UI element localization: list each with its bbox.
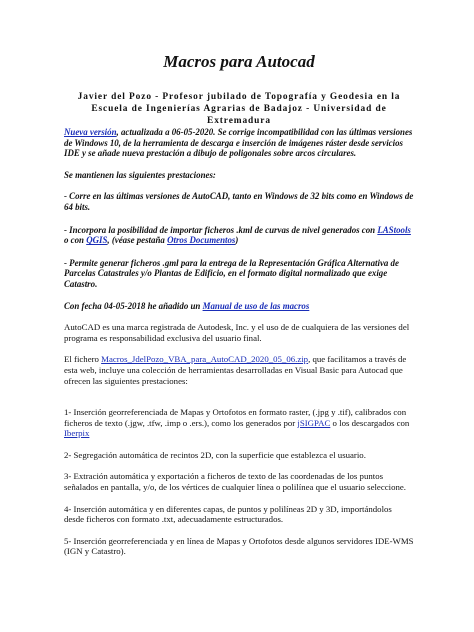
feature-2-text-3: , (véase pestaña xyxy=(107,235,168,246)
list-item-4: 4- Inserción automática y en diferentes capas, de puntos y polilíneas 2D y 3D, importándolos desde ficheros con formato .txt, adecuadamente estructurados. xyxy=(64,503,392,525)
list-item-2: 2- Segregación automática de recintos 2D, con la superficie que establezca el usuario. xyxy=(64,449,366,460)
qgis-link[interactable]: QGIS xyxy=(86,235,108,246)
file-paragraph xyxy=(64,354,414,386)
feature-3: - Permite generar ficheros .gml para la entrega de la Representación Gráfica Alternativa de Parcelas Catastrales y/o Plantas de Edificio, en el formato digital normalizado que exige Catastro. xyxy=(64,257,399,289)
intro-text: , actualizada a 06-05-2020. Se corrige incompatibilidad con las últimas versiones de Windows 10, de la herramienta de descarga e inserción de imágenes ráster desde servicios IDE y se añade nueva prestación a dibujo de poligonales sobre arcos circulares. xyxy=(64,127,413,159)
list-item-3: 3- Extración automática y exportación a ficheros de texto de las coordenadas de los puntos señalados en pantalla, y/o, de los vértices de cualquier línea o polilínea que el usuario seleccione. xyxy=(64,471,406,493)
file-text-1: El fichero xyxy=(64,354,102,365)
list-item-5: 5- Inserción georreferenciada y en línea de Mapas y Ortofotos desde algunos servidores IDE-WMS (IGN y Catastro). xyxy=(64,535,414,557)
lastools-link[interactable]: LAStools xyxy=(377,224,411,235)
intro-paragraph xyxy=(64,127,414,159)
page-title: Macros para Autocad xyxy=(163,52,315,71)
feature-2 xyxy=(64,225,414,246)
manual-link[interactable]: Manual de uso de las macros xyxy=(202,300,310,311)
item-1-text-1: 1- Inserción georreferenciada de Mapas y Ortofotos en formato raster, (.jpg y .tif), calibrados con ficheros de texto (.jgw, .tfw, .imp o .ers.), como los generados por xyxy=(64,407,407,428)
feature-2-text-1: - Incorpora la posibilidad de importar ficheros .kml de curvas de nivel generados con xyxy=(64,224,378,235)
feature-1: - Corre en las últimas versiones de AutoCAD, tanto en Windows de 32 bits como en Windows de 64 bits. xyxy=(64,191,414,212)
iberpix-link[interactable]: Iberpix xyxy=(64,428,90,439)
trademark-paragraph: AutoCAD es una marca registrada de Autodesk, Inc. y el uso de de cualquiera de las versiones del programa es responsabilidad exclusiva del usuario final. xyxy=(64,322,410,343)
maintained-heading: Se mantienen las siguientes prestaciones: xyxy=(64,169,216,180)
manual-paragraph xyxy=(64,301,414,312)
jsigpac-link[interactable]: jSIGPAC xyxy=(297,417,331,428)
feature-2-text-2: o con xyxy=(64,235,87,246)
manual-text: Con fecha 04-05-2018 he añadido un xyxy=(64,300,203,311)
list-item-1 xyxy=(64,407,414,439)
item-1-text-2: o los descargados con xyxy=(330,417,410,428)
author-line: Javier del Pozo - Profesor jubilado de Topografía y Geodesia en la Escuela de Ingenierías Agrarias de Badajoz - Universidad de Extremadura xyxy=(77,92,401,126)
new-version-link[interactable]: Nueva versión xyxy=(64,127,117,137)
feature-2-text-4: ) xyxy=(235,235,239,246)
otros-documentos-link[interactable]: Otros Documentos xyxy=(167,235,236,246)
zip-file-link[interactable]: Macros_JdelPozo_VBA_para_AutoCAD_2020_05_06.zip xyxy=(101,354,309,365)
file-text-2: , que facilitamos a través de esta web, incluye una colección de herramientas desarrolladas en Visual Basic para Autocad que ofrecen las siguientes prestaciones: xyxy=(64,354,407,386)
